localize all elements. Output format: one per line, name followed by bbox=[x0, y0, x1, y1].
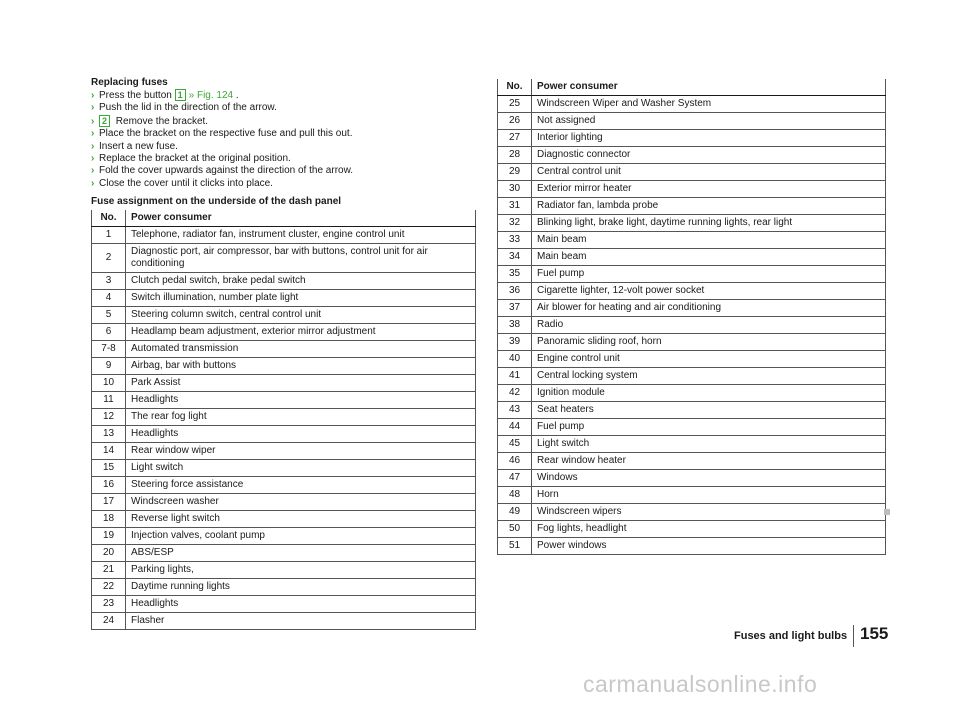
power-consumer: Horn bbox=[532, 487, 886, 504]
step-arrow-icon: › bbox=[91, 128, 95, 140]
fuse-number: 20 bbox=[92, 545, 126, 562]
table-row bbox=[92, 477, 476, 494]
table-row bbox=[92, 375, 476, 392]
power-consumer: Reverse light switch bbox=[126, 511, 476, 528]
instruction-step bbox=[91, 89, 476, 102]
fuse-number: 21 bbox=[92, 562, 126, 579]
power-consumer: Switch illumination, number plate light bbox=[126, 290, 476, 307]
fuse-number: 3 bbox=[92, 273, 126, 290]
fuse-table-left-body bbox=[92, 227, 476, 630]
fuse-number: 49 bbox=[498, 504, 532, 521]
fuse-table-left bbox=[91, 210, 476, 630]
table-row bbox=[92, 358, 476, 375]
power-consumer: The rear fog light bbox=[126, 409, 476, 426]
column-header-consumer: Power consumer bbox=[532, 79, 886, 96]
fuse-number: 51 bbox=[498, 538, 532, 555]
step-arrow-icon: › bbox=[91, 140, 95, 152]
fuse-number: 50 bbox=[498, 521, 532, 538]
fuse-number: 23 bbox=[92, 596, 126, 613]
fuse-number: 42 bbox=[498, 385, 532, 402]
power-consumer: Air blower for heating and air conditioning bbox=[532, 300, 886, 317]
column-header-consumer: Power consumer bbox=[126, 210, 476, 227]
step-text bbox=[99, 89, 239, 102]
table-row bbox=[498, 181, 886, 198]
fuse-number: 31 bbox=[498, 198, 532, 215]
fuse-number: 44 bbox=[498, 419, 532, 436]
fuse-number: 15 bbox=[92, 460, 126, 477]
table-row bbox=[92, 392, 476, 409]
table-header-row bbox=[498, 79, 886, 96]
step-text bbox=[99, 141, 178, 153]
instruction-step bbox=[91, 153, 476, 165]
table-row bbox=[92, 460, 476, 477]
table-row bbox=[498, 96, 886, 113]
table-row bbox=[92, 273, 476, 290]
table-row bbox=[498, 249, 886, 266]
table-row bbox=[92, 227, 476, 244]
power-consumer: Park Assist bbox=[126, 375, 476, 392]
fuse-number: 35 bbox=[498, 266, 532, 283]
instruction-step bbox=[91, 128, 476, 140]
table-row bbox=[498, 266, 886, 283]
fuse-number: 18 bbox=[92, 511, 126, 528]
table-row bbox=[92, 409, 476, 426]
power-consumer: Power windows bbox=[532, 538, 886, 555]
power-consumer: Windscreen wipers bbox=[532, 504, 886, 521]
table-row bbox=[92, 511, 476, 528]
fuse-number: 34 bbox=[498, 249, 532, 266]
step-text bbox=[99, 153, 291, 165]
fuse-number: 39 bbox=[498, 334, 532, 351]
page-number: 155 bbox=[860, 624, 889, 643]
fuse-number: 19 bbox=[92, 528, 126, 545]
fuse-number: 12 bbox=[92, 409, 126, 426]
table-row bbox=[498, 317, 886, 334]
step-arrow-icon: › bbox=[91, 102, 95, 114]
power-consumer: Headlights bbox=[126, 426, 476, 443]
fuse-number: 7-8 bbox=[92, 341, 126, 358]
fuse-number: 14 bbox=[92, 443, 126, 460]
power-consumer: Headlights bbox=[126, 392, 476, 409]
table-row bbox=[92, 494, 476, 511]
table-row bbox=[498, 368, 886, 385]
power-consumer: Engine control unit bbox=[532, 351, 886, 368]
power-consumer: Seat heaters bbox=[532, 402, 886, 419]
power-consumer: Diagnostic port, air compressor, bar with buttons, control unit for air conditioning bbox=[126, 244, 476, 273]
fuse-number: 1 bbox=[92, 227, 126, 244]
left-column bbox=[91, 77, 476, 630]
power-consumer: Radio bbox=[532, 317, 886, 334]
power-consumer: Rear window wiper bbox=[126, 443, 476, 460]
fuse-number: 33 bbox=[498, 232, 532, 249]
power-consumer: Panoramic sliding roof, horn bbox=[532, 334, 886, 351]
power-consumer: Main beam bbox=[532, 249, 886, 266]
instruction-step bbox=[91, 141, 476, 153]
table-row bbox=[498, 198, 886, 215]
power-consumer: Headlamp beam adjustment, exterior mirror adjustment bbox=[126, 324, 476, 341]
table-row bbox=[498, 470, 886, 487]
power-consumer: Fog lights, headlight bbox=[532, 521, 886, 538]
fuse-number: 28 bbox=[498, 147, 532, 164]
step-text bbox=[99, 165, 353, 177]
step-arrow-icon: › bbox=[91, 90, 95, 101]
footer-divider bbox=[853, 625, 854, 647]
fuse-table-right bbox=[497, 79, 886, 555]
step-text-body: Place the bracket on the respective fuse and pull this out. bbox=[99, 128, 353, 140]
table-row bbox=[498, 402, 886, 419]
table-row bbox=[498, 215, 886, 232]
table-row bbox=[498, 283, 886, 300]
fuse-number: 38 bbox=[498, 317, 532, 334]
table-row bbox=[92, 596, 476, 613]
table-row bbox=[498, 164, 886, 181]
table-row bbox=[92, 290, 476, 307]
power-consumer: Radiator fan, lambda probe bbox=[532, 198, 886, 215]
step-text-body: Insert a new fuse. bbox=[99, 140, 178, 152]
step-text bbox=[99, 102, 277, 114]
instruction-step bbox=[91, 102, 476, 114]
table-row bbox=[498, 351, 886, 368]
fuse-number: 45 bbox=[498, 436, 532, 453]
table-row bbox=[498, 300, 886, 317]
section-heading: Replacing fuses bbox=[91, 77, 168, 88]
step-text-body: Fold the cover upwards against the direction of the arrow. bbox=[99, 165, 354, 177]
power-consumer: Steering column switch, central control unit bbox=[126, 307, 476, 324]
section-end-marker bbox=[884, 509, 890, 515]
instruction-step bbox=[91, 115, 476, 128]
fuse-number: 46 bbox=[498, 453, 532, 470]
table-row bbox=[92, 307, 476, 324]
step-text-body: Push the lid in the direction of the arrow. bbox=[99, 102, 277, 114]
column-header-no: No. bbox=[92, 210, 126, 227]
instruction-steps bbox=[91, 89, 476, 190]
fuse-number: 22 bbox=[92, 579, 126, 596]
power-consumer: Automated transmission bbox=[126, 341, 476, 358]
fuse-number: 43 bbox=[498, 402, 532, 419]
fuse-number: 6 bbox=[92, 324, 126, 341]
fuse-table-right-body bbox=[498, 96, 886, 555]
step-text bbox=[99, 128, 353, 140]
power-consumer: Headlights bbox=[126, 596, 476, 613]
table-row bbox=[92, 528, 476, 545]
fuse-number: 41 bbox=[498, 368, 532, 385]
column-header-no: No. bbox=[498, 79, 532, 96]
table-row bbox=[498, 521, 886, 538]
fuse-number: 10 bbox=[92, 375, 126, 392]
fuse-number: 9 bbox=[92, 358, 126, 375]
table-row bbox=[498, 385, 886, 402]
fuse-number: 47 bbox=[498, 470, 532, 487]
power-consumer: Parking lights, bbox=[126, 562, 476, 579]
table-row bbox=[92, 341, 476, 358]
power-consumer: ABS/ESP bbox=[126, 545, 476, 562]
power-consumer: Blinking light, brake light, daytime running lights, rear light bbox=[532, 215, 886, 232]
watermark: carmanualsonline.info bbox=[583, 671, 818, 697]
power-consumer: Light switch bbox=[126, 460, 476, 477]
step-text-suffix: . bbox=[233, 90, 239, 101]
fuse-number: 29 bbox=[498, 164, 532, 181]
fuse-table-title: Fuse assignment on the underside of the dash panel bbox=[91, 196, 342, 208]
fuse-number: 16 bbox=[92, 477, 126, 494]
footer-section-title: Fuses and light bulbs bbox=[734, 630, 848, 642]
step-text bbox=[99, 178, 273, 190]
fuse-number: 27 bbox=[498, 130, 532, 147]
power-consumer: Steering force assistance bbox=[126, 477, 476, 494]
power-consumer: Main beam bbox=[532, 232, 886, 249]
power-consumer: Flasher bbox=[126, 613, 476, 630]
power-consumer: Not assigned bbox=[532, 113, 886, 130]
step-arrow-icon: › bbox=[91, 165, 95, 177]
fuse-number: 13 bbox=[92, 426, 126, 443]
table-row bbox=[498, 504, 886, 521]
power-consumer: Daytime running lights bbox=[126, 579, 476, 596]
step-text bbox=[99, 115, 208, 128]
fuse-number: 30 bbox=[498, 181, 532, 198]
table-row bbox=[498, 453, 886, 470]
fuse-number: 4 bbox=[92, 290, 126, 307]
table-row bbox=[498, 113, 886, 130]
table-row bbox=[92, 426, 476, 443]
fuse-number: 37 bbox=[498, 300, 532, 317]
table-row bbox=[92, 545, 476, 562]
power-consumer: Exterior mirror heater bbox=[532, 181, 886, 198]
power-consumer: Diagnostic connector bbox=[532, 147, 886, 164]
table-row bbox=[92, 562, 476, 579]
fuse-number: 26 bbox=[498, 113, 532, 130]
power-consumer: Windscreen washer bbox=[126, 494, 476, 511]
step-text-prefix: Press the button bbox=[99, 90, 175, 101]
fuse-number: 5 bbox=[92, 307, 126, 324]
power-consumer: Rear window heater bbox=[532, 453, 886, 470]
table-row bbox=[92, 324, 476, 341]
power-consumer: Windscreen Wiper and Washer System bbox=[532, 96, 886, 113]
step-text-body: Replace the bracket at the original position. bbox=[99, 153, 291, 165]
power-consumer: Clutch pedal switch, brake pedal switch bbox=[126, 273, 476, 290]
power-consumer: Cigarette lighter, 12-volt power socket bbox=[532, 283, 886, 300]
table-row bbox=[498, 487, 886, 504]
right-column bbox=[497, 79, 886, 555]
step-arrow-icon: › bbox=[91, 115, 95, 127]
fuse-number: 40 bbox=[498, 351, 532, 368]
step-arrow-icon: › bbox=[91, 153, 95, 165]
power-consumer: Light switch bbox=[532, 436, 886, 453]
power-consumer: Windows bbox=[532, 470, 886, 487]
table-row bbox=[498, 419, 886, 436]
table-row bbox=[92, 244, 476, 273]
table-row bbox=[498, 436, 886, 453]
fuse-number: 24 bbox=[92, 613, 126, 630]
step-text-body: Close the cover until it clicks into place. bbox=[99, 177, 273, 189]
power-consumer: Central control unit bbox=[532, 164, 886, 181]
figure-reference-link[interactable]: » Fig. 124 bbox=[188, 90, 234, 101]
power-consumer: Fuel pump bbox=[532, 419, 886, 436]
power-consumer: Injection valves, coolant pump bbox=[126, 528, 476, 545]
power-consumer: Telephone, radiator fan, instrument cluster, engine control unit bbox=[126, 227, 476, 244]
table-header-row bbox=[92, 210, 476, 227]
table-row bbox=[498, 232, 886, 249]
figure-key-badge: 1 bbox=[175, 89, 186, 101]
fuse-number: 25 bbox=[498, 96, 532, 113]
instruction-step bbox=[91, 165, 476, 177]
power-consumer: Interior lighting bbox=[532, 130, 886, 147]
fuse-number: 36 bbox=[498, 283, 532, 300]
fuse-number: 17 bbox=[92, 494, 126, 511]
power-consumer: Ignition module bbox=[532, 385, 886, 402]
table-row bbox=[498, 147, 886, 164]
fuse-number: 2 bbox=[92, 244, 126, 273]
step-arrow-icon: › bbox=[91, 177, 95, 189]
table-row bbox=[498, 538, 886, 555]
table-row bbox=[92, 613, 476, 630]
figure-key-badge: 2 bbox=[99, 115, 110, 127]
step-text-body: Remove the bracket. bbox=[113, 115, 209, 127]
power-consumer: Central locking system bbox=[532, 368, 886, 385]
fuse-number: 48 bbox=[498, 487, 532, 504]
table-row bbox=[92, 579, 476, 596]
instruction-step bbox=[91, 178, 476, 190]
table-row bbox=[498, 334, 886, 351]
fuse-number: 11 bbox=[92, 392, 126, 409]
power-consumer: Fuel pump bbox=[532, 266, 886, 283]
table-row bbox=[498, 130, 886, 147]
power-consumer: Airbag, bar with buttons bbox=[126, 358, 476, 375]
fuse-number: 32 bbox=[498, 215, 532, 232]
table-row bbox=[92, 443, 476, 460]
